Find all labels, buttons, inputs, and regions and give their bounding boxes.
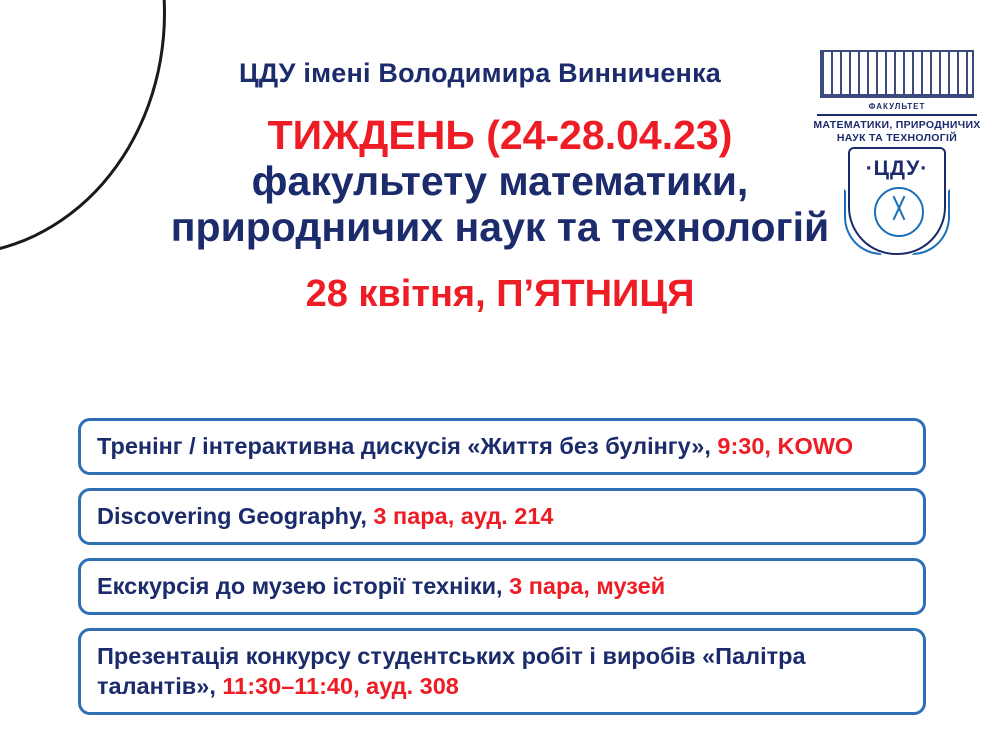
laurel-left-icon: [844, 189, 882, 255]
event-title: Discovering Geography,: [97, 503, 367, 530]
week-title-accent: ТИЖДЕНЬ (24-28.04.23): [267, 112, 733, 158]
event-title: Тренінг / інтерактивна дискусія «Життя без булінгу»,: [97, 433, 711, 459]
list-item: [78, 558, 926, 615]
event-details: 9:30, KOWO: [710, 433, 854, 459]
event-details: 11:30–11:40, ауд. 308: [215, 673, 459, 700]
logo-department-line2: НАУК ТА ТЕХНОЛОГІЙ: [836, 132, 958, 145]
event-details: 3 пара, ауд. 214: [366, 503, 554, 530]
logo-abbreviation: ·ЦДУ·: [865, 157, 929, 181]
list-item: [78, 628, 926, 715]
logo-faculty-label: ФАКУЛЬТЕТ: [868, 102, 926, 111]
event-title: Екскурсія до музею історії техніки,: [97, 573, 503, 600]
event-title: Презентація конкурсу студентських робіт і виробів «Палітра талантів»,: [97, 643, 806, 700]
day-title: 28 квітня, П’ЯТНИЦЯ: [305, 272, 695, 315]
list-item: [78, 418, 926, 475]
university-title: ЦДУ імені Володимира Винниченка: [239, 58, 721, 88]
faculty-logo: [802, 50, 992, 255]
logo-divider: [817, 114, 977, 116]
building-icon: [820, 50, 974, 98]
event-details: 3 пара, музей: [502, 573, 666, 600]
logo-crest: [822, 147, 972, 259]
laurel-right-icon: [912, 189, 950, 255]
logo-department-line1: МАТЕМАТИКИ, ПРИРОДНИЧИХ: [813, 119, 981, 131]
list-item: [78, 488, 926, 545]
schedule-list: [78, 418, 926, 728]
week-title-line3: природничих наук та технологій: [170, 203, 830, 250]
week-title-line2: факультету математики,: [251, 157, 749, 204]
